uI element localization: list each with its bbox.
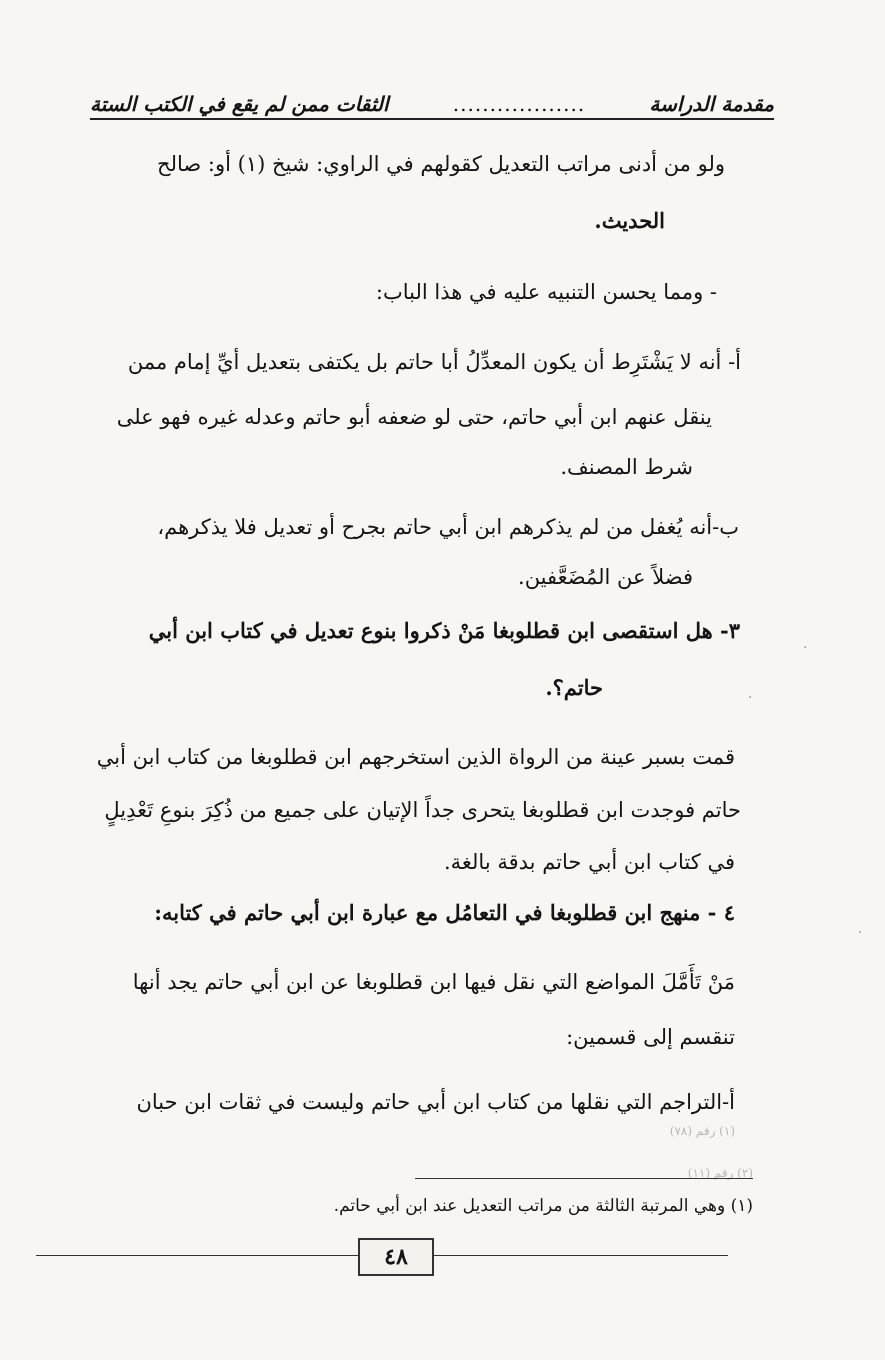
body-line-6: شرط المصنف.: [560, 455, 693, 479]
body-heading-3: ٣- هل استقصى ابن قطلوبغا مَنْ ذكروا بنوع تعديل في كتاب ابن أبي: [148, 618, 740, 643]
footnote-1: (١) وهي المرتبة الثالثة من مراتب التعديل عند ابن أبي حاتم.: [333, 1196, 753, 1216]
running-header: [90, 92, 774, 120]
bleed-through-text-a: (١) رقم (٧٨): [669, 1124, 735, 1138]
body-line-2: الحديث.: [594, 208, 665, 233]
scan-speck: ·: [803, 640, 808, 656]
body-line-8: فضلاً عن المُضَعَّفين.: [518, 565, 693, 589]
body-line-3: - ومما يحسن التنبيه عليه في هذا الباب:: [375, 280, 717, 304]
scan-speck: ·: [858, 925, 863, 941]
body-line-11: قمت بسبر عينة من الرواة الذين استخرجهم ابن قطلوبغا من كتاب ابن أبي: [96, 745, 735, 769]
scan-speck: ·: [748, 690, 753, 706]
body-line-1: ولو من أدنى مراتب التعديل كقولهم في الراوي: شيخ (١) أو: صالح: [157, 152, 725, 176]
body-line-5: ينقل عنهم ابن أبي حاتم، حتى لو ضعفه أبو حاتم وعدله غيره فهو على: [116, 405, 712, 429]
page-number: ٤٨: [358, 1238, 434, 1276]
footnote-separator: [415, 1178, 753, 1179]
body-line-12: حاتم فوجدت ابن قطلوبغا يتحرى جداً الإتيان على جميع من ذُكِرَ بنوعِ تَعْدِيلٍ: [104, 798, 741, 822]
body-line-13: في كتاب ابن أبي حاتم بدقة بالغة.: [443, 850, 735, 874]
body-line-17: أ-التراجم التي نقلها من كتاب ابن أبي حاتم وليست في ثقات ابن حبان: [136, 1090, 735, 1114]
body-line-4: أ- أنه لا يَشْتَرِط أن يكون المعدِّلُ أبا حاتم بل يكتفى بتعديل أيِّ إمام ممن: [127, 350, 741, 374]
header-chapter-title: مقدمة الدراسة: [649, 92, 774, 116]
body-heading-4: ٤ - منهج ابن قطلوبغا في التعامُل مع عبارة ابن أبي حاتم في كتابه:: [154, 900, 735, 925]
header-book-title: الثقات ممن لم يقع في الكتب الستة: [90, 92, 389, 116]
body-line-15: مَنْ تَأَمَّلَ المواضع التي نقل فيها ابن قطلوبغا عن ابن أبي حاتم يجد أنها: [132, 970, 735, 994]
body-line-7: ب-أنه يُغفل من لم يذكرهم ابن أبي حاتم بجرح أو تعديل فلا يذكرهم،: [157, 515, 739, 539]
page-number-rule-left: [36, 1255, 358, 1256]
bleed-through-text-b: (٢) رقم (١١): [687, 1166, 753, 1180]
body-line-16: تنقسم إلى قسمين:: [566, 1025, 735, 1049]
page-number-rule-right: [430, 1255, 728, 1256]
body-line-10: حاتم؟.: [545, 675, 603, 700]
header-leader-dots: ..................: [452, 92, 586, 116]
